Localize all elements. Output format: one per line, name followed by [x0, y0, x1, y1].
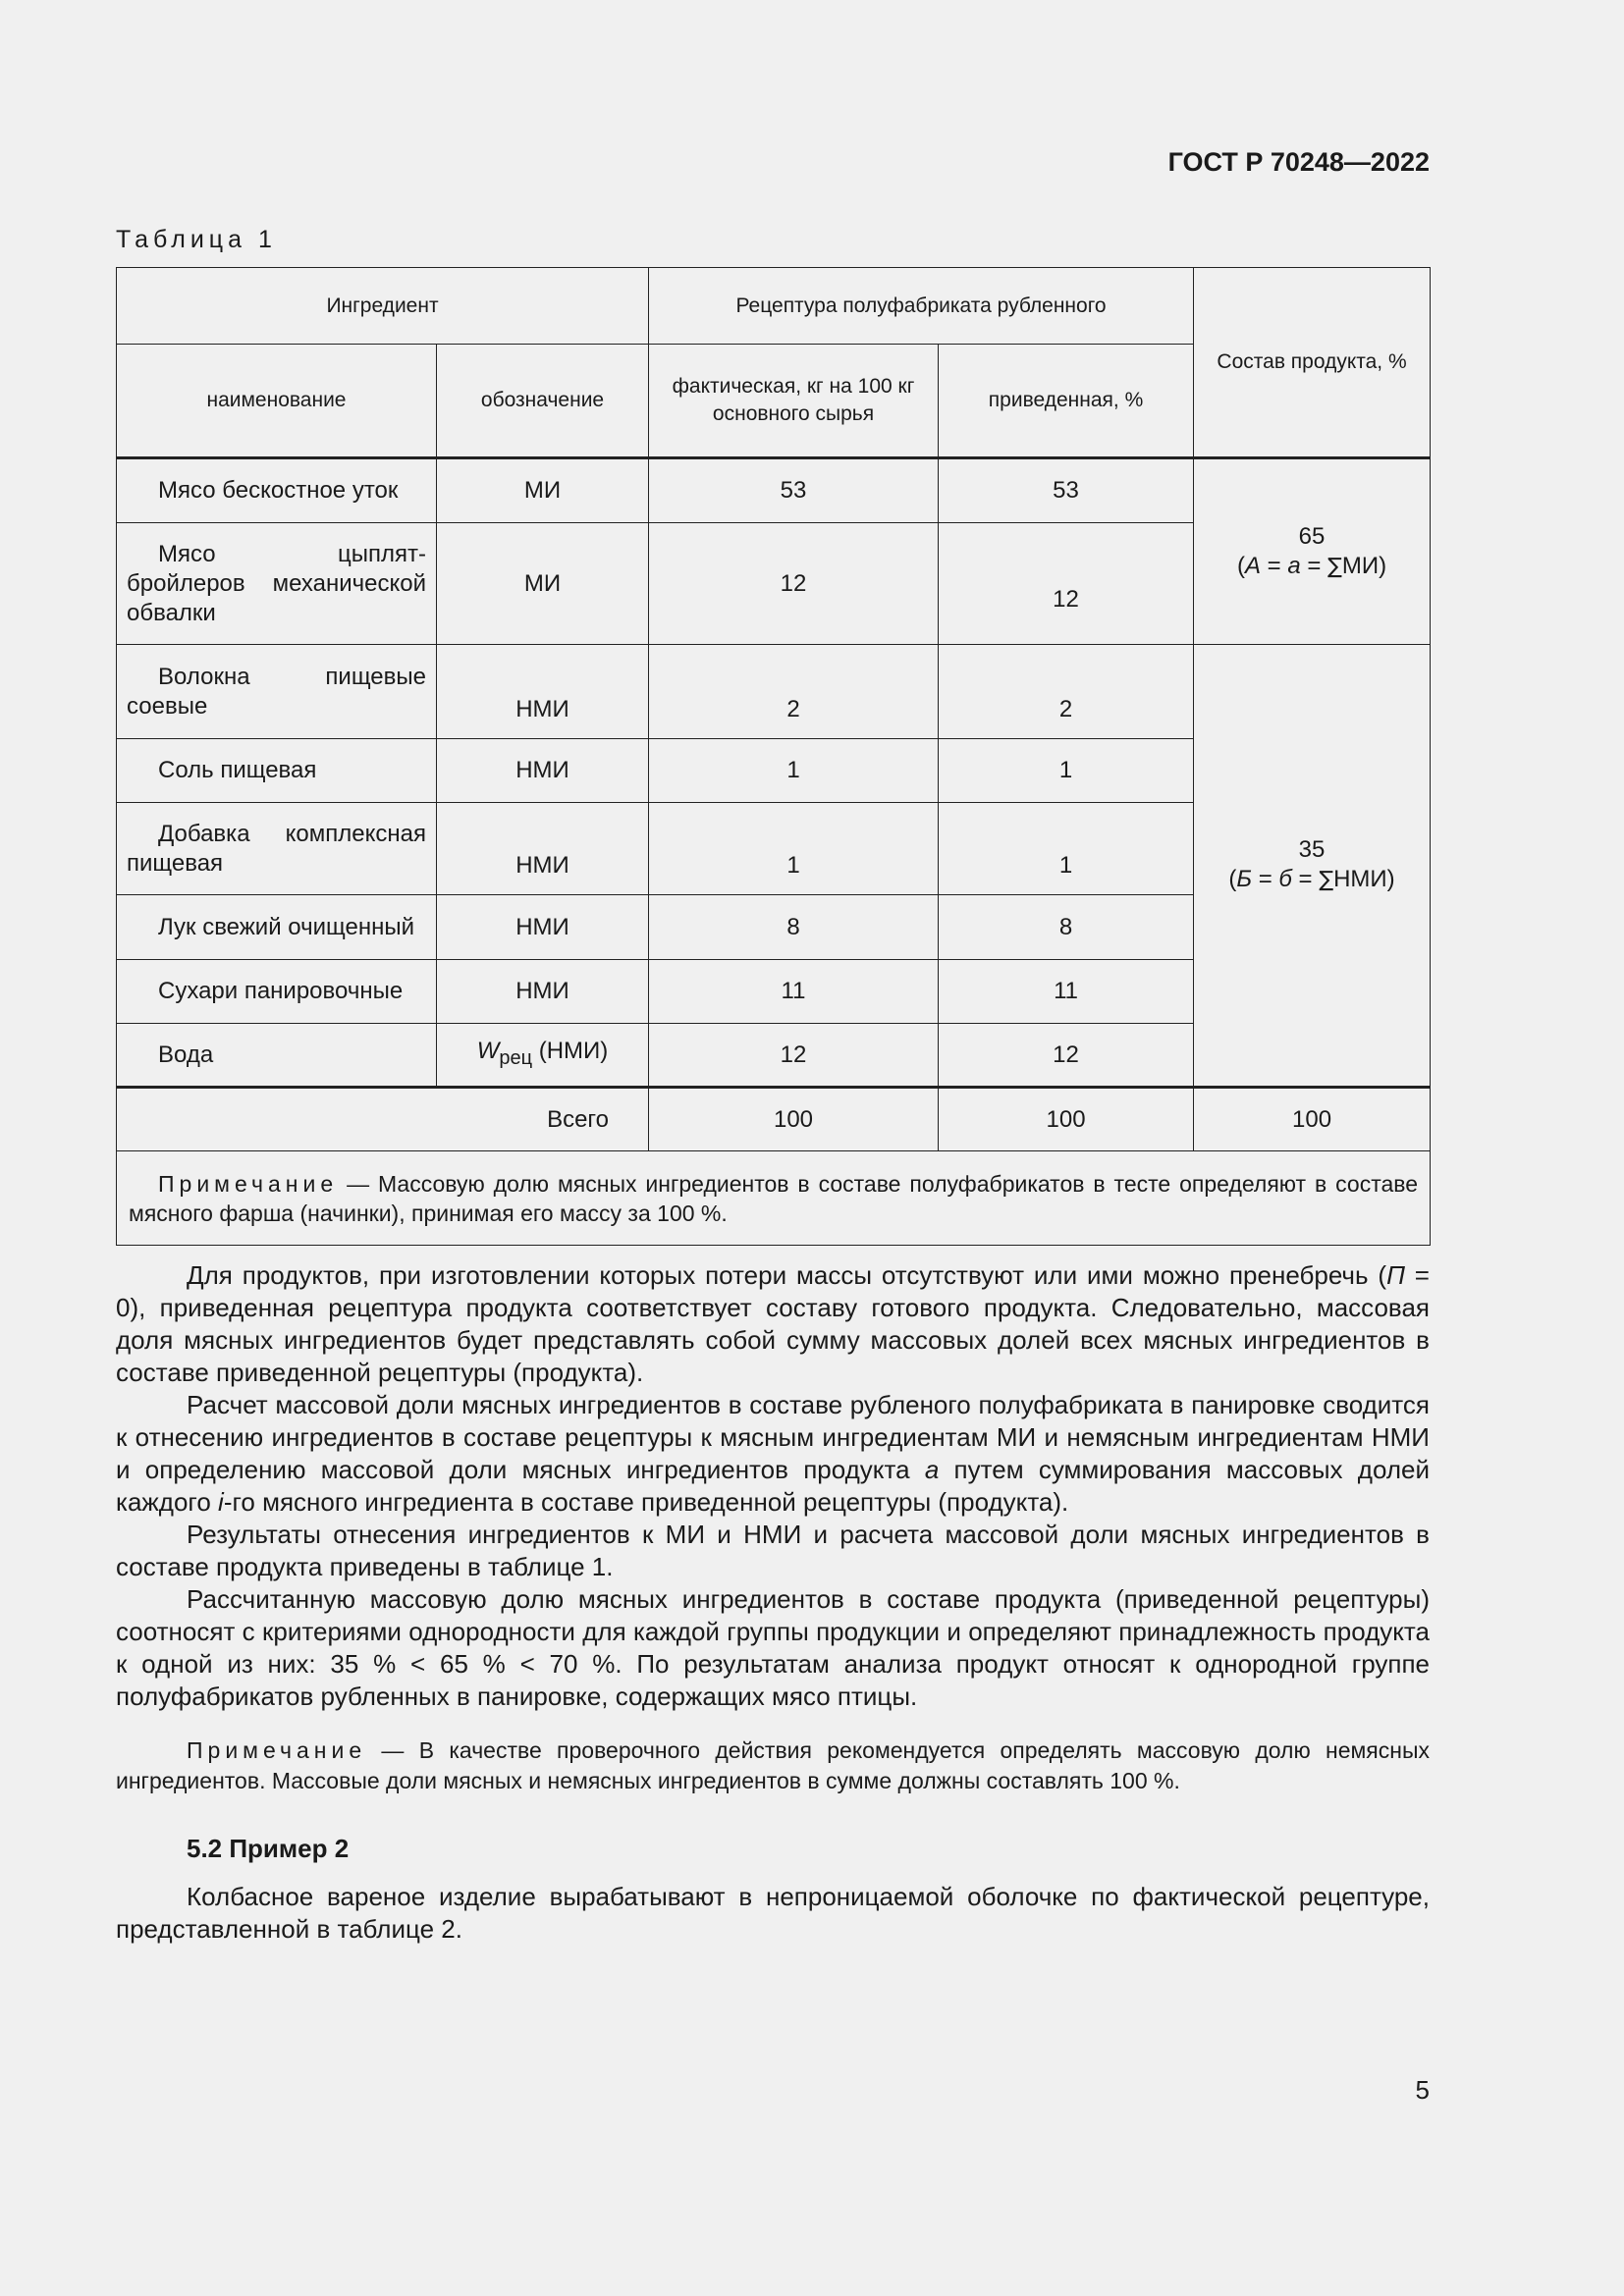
- ingredient-actual: 11: [649, 960, 939, 1024]
- ingredient-name: Сухари панировочные: [117, 960, 437, 1024]
- ingredient-reduced: 1: [939, 739, 1194, 803]
- paragraph-4: Рассчитанную массовую долю мясных ингредиентов в составе продукта (приведенной рецептуры) соотносят с критериями однородности для каждой группы продукции и определяют принадлежность продукта к одной из них: 35 % < 65 % < 70 %. По результатам анализа продукт относят к однородной группе полуфабрикатов рубленных в панировке, содержащих мясо птицы.: [116, 1584, 1430, 1711]
- header-reduced: приведенная, %: [939, 345, 1194, 458]
- table-header-row-1: [117, 268, 1431, 345]
- ingredient-reduced: 1: [939, 803, 1194, 895]
- note-label: Примечание: [158, 1170, 339, 1197]
- ingredient-designation: $W_{рец}$ (НМИ): [437, 1024, 649, 1088]
- table-note-row: [117, 1151, 1431, 1246]
- ingredient-actual: 12: [649, 523, 939, 645]
- ingredient-name: Волокна пищевые соевые: [117, 645, 437, 739]
- header-designation: обозначение: [437, 345, 649, 458]
- ingredient-name: Вода: [117, 1024, 437, 1088]
- total-reduced: 100: [939, 1088, 1194, 1151]
- paragraph-2: Расчет массовой доли мясных ингредиентов в составе рубленого полуфабриката в панировке сводится к отнесению ингредиентов в составе рецептуры к мясным ингредиентам МИ и немясным ингредиентам НМИ и определению массовой доли мясных ингредиентов продукта а путем суммирования массовых долей каждого i-го мясного ингредиента в составе приведенной рецептуры (продукта).: [116, 1390, 1430, 1517]
- note2-text: — В качестве проверочного действия рекомендуется определять массовую долю немясных ингредиентов. Массовые доли мясных и немясных ингредиентов в сумме должны составлять 100 %.: [116, 1737, 1430, 1793]
- ingredient-reduced: 8: [939, 895, 1194, 960]
- ingredient-designation: НМИ: [437, 645, 649, 739]
- ingredient-name: Мясо бескостное уток: [117, 458, 437, 523]
- ingredient-actual: 1: [649, 739, 939, 803]
- note-2: [116, 1735, 1430, 1796]
- ingredient-designation: НМИ: [437, 739, 649, 803]
- ingredient-reduced: 12: [939, 523, 1194, 645]
- page-number: 5: [1415, 2075, 1430, 2105]
- paragraph-5: Колбасное вареное изделие вырабатывают в непроницаемой оболочке по фактической рецептуре, представленной в таблице 2.: [116, 1882, 1430, 1944]
- header-composition: Состав продукта, %: [1194, 268, 1431, 458]
- ingredient-designation: НМИ: [437, 960, 649, 1024]
- total-composition: 100: [1194, 1088, 1431, 1151]
- table-row: [117, 458, 1431, 523]
- ingredient-reduced: 12: [939, 1024, 1194, 1088]
- ingredient-name: Мясо цыплят-бройлеров механической обвалки: [117, 523, 437, 645]
- group-nmi-formula: (Б = б = ∑НМИ): [1228, 866, 1395, 892]
- group-mi-cell: [1194, 458, 1431, 645]
- header-recipe: Рецептура полуфабриката рубленного: [649, 268, 1194, 345]
- table-row: [117, 645, 1431, 739]
- paragraph-1: Для продуктов, при изготовлении которых потери массы отсутствуют или ими можно пренебречь (П = 0), приведенная рецептура продукта соответствует составу готового продукта. Следовательно, массовая доля мясных ингредиентов будет представлять собой сумму массовых долей всех мясных ингредиентов в составе приведенной рецептуры (продукта).: [116, 1260, 1430, 1387]
- ingredient-actual: 53: [649, 458, 939, 523]
- ingredient-designation: МИ: [437, 458, 649, 523]
- ingredient-actual: 12: [649, 1024, 939, 1088]
- ingredient-actual: 2: [649, 645, 939, 739]
- table-note: [117, 1151, 1431, 1246]
- table-caption: Таблица 1: [116, 226, 277, 253]
- header-ingredient: Ингредиент: [117, 268, 649, 345]
- ingredients-table: [116, 267, 1431, 1246]
- note2-label: Примечание: [187, 1737, 367, 1763]
- ingredient-actual: 8: [649, 895, 939, 960]
- document-code: ГОСТ Р 70248—2022: [1167, 147, 1430, 177]
- paragraph-3: Результаты отнесения ингредиентов к МИ и НМИ и расчета массовой доли мясных ингредиентов в составе продукта приведены в таблице 1.: [116, 1520, 1430, 1581]
- ingredient-name: Добавка комплексная пищевая: [117, 803, 437, 895]
- group-nmi-cell: [1194, 645, 1431, 1088]
- ingredient-designation: НМИ: [437, 803, 649, 895]
- note-text: — Массовую долю мясных ингредиентов в составе полуфабрикатов в тесте определяют в составе мясного фарша (начинки), принимая его массу за 100 %.: [129, 1170, 1419, 1226]
- section-title: 5.2 Пример 2: [187, 1834, 350, 1863]
- group-nmi-value: 35: [1298, 836, 1326, 863]
- ingredient-reduced: 11: [939, 960, 1194, 1024]
- table-total-row: [117, 1088, 1431, 1151]
- header-actual: фактическая, кг на 100 кг основного сырья: [649, 345, 939, 458]
- ingredient-name: Соль пищевая: [117, 739, 437, 803]
- ingredient-designation: МИ: [437, 523, 649, 645]
- header-name: наименование: [117, 345, 437, 458]
- ingredient-reduced: 2: [939, 645, 1194, 739]
- ingredient-designation: НМИ: [437, 895, 649, 960]
- total-actual: 100: [649, 1088, 939, 1151]
- group-mi-value: 65: [1298, 522, 1326, 550]
- ingredient-name: Лук свежий очищенный: [117, 895, 437, 960]
- total-label: Всего: [117, 1088, 649, 1151]
- group-mi-formula: (А = а = ∑МИ): [1236, 552, 1387, 579]
- ingredient-actual: 1: [649, 803, 939, 895]
- ingredient-reduced: 53: [939, 458, 1194, 523]
